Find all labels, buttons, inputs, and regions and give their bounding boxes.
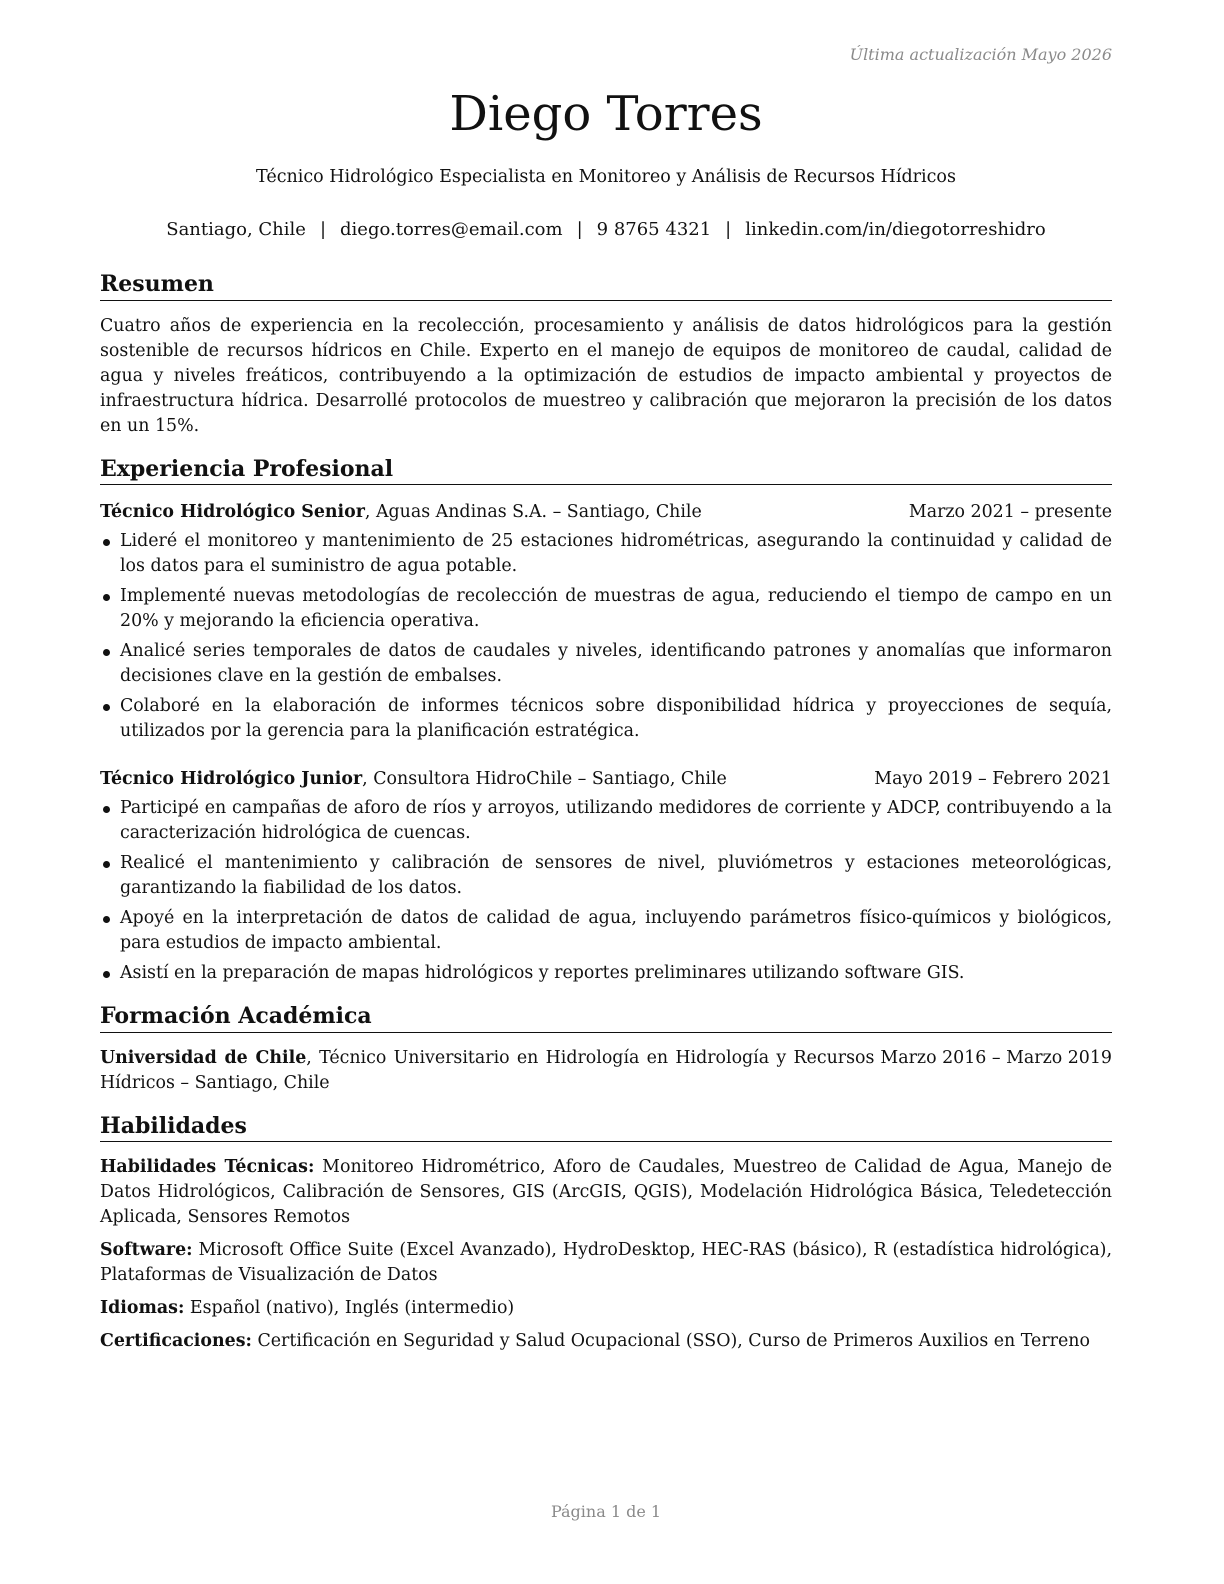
education-section xyxy=(100,1002,1112,1096)
contact-linkedin: linkedin.com/in/diegotorreshidro xyxy=(745,219,1046,240)
summary-text: Cuatro años de experiencia en la recolección, procesamiento y análisis de datos hidrológicos para la gestión sostenible de recursos hídricos en Chile. Experto en el manejo de equipos de monitoreo de caudal, calidad de agua y niveles freáticos, contribuyendo a la optimización de estudios de impacto ambiental y proyectos de infraestructura hídrica. Desarrollé protocolos de muestreo y calibración que mejoraron la precisión de los datos en un 15%. xyxy=(100,315,1112,436)
job-dates: Mayo 2019 – Febrero 2021 xyxy=(874,769,1112,790)
education-description xyxy=(100,1046,880,1096)
job-bullet-text: Participé en campañas de aforo de ríos y arroyos, utilizando medidores de corriente y ADCP, contribuyendo a la caracterización hidrológica de cuencas. xyxy=(120,798,1112,844)
contact-separator: | xyxy=(576,219,583,240)
job-bullet-text: Implementé nuevas metodologías de recolección de muestras de agua, reduciendo el tiempo de campo en un 20% y mejorando la eficiencia operativa. xyxy=(120,586,1112,632)
experience-section xyxy=(100,455,1112,987)
job-bullet-text: Analicé series temporales de datos de caudales y niveles, identificando patrones y anomalías que informaron decisiones clave en la gestión de embalses. xyxy=(120,641,1112,687)
resume-page xyxy=(100,0,1112,1584)
contact-phone: 9 8765 4321 xyxy=(596,219,712,240)
job-bullet-text: Colaboré en la elaboración de informes técnicos sobre disponibilidad hídrica y proyecciones de sequía, utilizados por la gerencia para la planificación estratégica. xyxy=(120,696,1112,742)
contact-email: diego.torres@email.com xyxy=(340,219,563,240)
education-institution: Universidad de Chile xyxy=(100,1047,307,1068)
job-bullet xyxy=(100,796,1112,846)
bullet-icon xyxy=(103,861,110,868)
section-title-education: Formación Académica xyxy=(100,1002,1112,1033)
job-bullet-text: Realicé el mantenimiento y calibración de sensores de nivel, pluviómetros y estaciones meteorológicas, garantizando la fiabilidad de los datos. xyxy=(120,853,1112,899)
job-bullets xyxy=(100,529,1112,744)
job-role: Técnico Hidrológico Senior xyxy=(100,502,365,523)
bullet-icon xyxy=(103,594,110,601)
job-header xyxy=(100,500,1112,525)
bullet-icon xyxy=(103,806,110,813)
job-bullet xyxy=(100,529,1112,579)
skill-label: Software: xyxy=(100,1240,193,1261)
section-title-experience: Experiencia Profesional xyxy=(100,455,1112,486)
skill-label: Certificaciones: xyxy=(100,1331,252,1352)
skill-label: Habilidades Técnicas: xyxy=(100,1157,315,1178)
job-role: Técnico Hidrológico Junior xyxy=(100,769,363,790)
skill-row xyxy=(100,1329,1112,1354)
job-title-line xyxy=(100,500,702,525)
section-title-summary: Resumen xyxy=(100,270,1112,301)
education-details: , Técnico Universitario en Hidrología en Hidrología y Recursos Hídricos – Santiago, Chile xyxy=(100,1047,875,1093)
job-bullet xyxy=(100,584,1112,634)
bullet-icon xyxy=(103,539,110,546)
skill-value: Monitoreo Hidrométrico, Aforo de Caudales, Muestreo de Calidad de Agua, Manejo de Datos Hidrológicos, Calibración de Sensores, GIS (ArcGIS, QGIS), Modelación Hidrológica Básica, Teledetección Aplicada, Sensores Remotos xyxy=(100,1157,1112,1228)
job-company: , Consultora HidroChile – Santiago, Chile xyxy=(362,769,727,790)
bullet-icon xyxy=(103,704,110,711)
summary-section xyxy=(100,270,1112,439)
skill-row xyxy=(100,1296,1112,1321)
skill-label: Idiomas: xyxy=(100,1298,185,1319)
candidate-name: Diego Torres xyxy=(449,86,763,142)
education-dates: Marzo 2016 – Marzo 2019 xyxy=(880,1047,1112,1068)
page-number: Página 1 de 1 xyxy=(550,1502,662,1521)
job-bullet-text: Apoyé en la interpretación de datos de calidad de agua, incluyendo parámetros físico-químicos y biológicos, para estudios de impacto ambiental. xyxy=(120,908,1112,954)
bullet-icon xyxy=(103,971,110,978)
resume-body xyxy=(100,270,1112,1354)
job-bullet xyxy=(100,851,1112,901)
skill-value: Microsoft Office Suite (Excel Avanzado), HydroDesktop, HEC-RAS (básico), R (estadística hidrológica), Plataformas de Visualización de Datos xyxy=(100,1240,1112,1286)
contact-separator: | xyxy=(319,219,327,240)
skill-row xyxy=(100,1238,1112,1288)
skill-row xyxy=(100,1155,1112,1230)
section-title-skills: Habilidades xyxy=(100,1112,1112,1143)
bullet-icon xyxy=(103,649,110,656)
education-entry xyxy=(100,1046,1112,1096)
job-header xyxy=(100,767,1112,792)
contact-location: Santiago, Chile xyxy=(166,219,306,240)
job-company: , Aguas Andinas S.A. – Santiago, Chile xyxy=(364,502,702,523)
job-bullet xyxy=(100,694,1112,744)
contact-line xyxy=(100,219,1112,240)
last-updated: Última actualización Mayo 2026 xyxy=(849,45,1112,64)
job-bullet-text: Lideré el monitoreo y mantenimiento de 25 estaciones hidrométricas, asegurando la continuidad y calidad de los datos para el suministro de agua potable. xyxy=(120,531,1112,577)
job-bullet xyxy=(100,961,1112,986)
job-bullet-text: Asistí en la preparación de mapas hidrológicos y reportes preliminares utilizando software GIS. xyxy=(120,963,965,984)
job-dates: Marzo 2021 – presente xyxy=(908,502,1112,523)
skill-value: Certificación en Seguridad y Salud Ocupacional (SSO), Curso de Primeros Auxilios en Terreno xyxy=(251,1331,1090,1352)
skills-section xyxy=(100,1112,1112,1355)
contact-separator: | xyxy=(725,219,732,240)
job-bullets xyxy=(100,796,1112,986)
tagline: Técnico Hidrológico Especialista en Monitoreo y Análisis de Recursos Hídricos xyxy=(256,167,956,187)
bullet-icon xyxy=(103,916,110,923)
job-bullet xyxy=(100,906,1112,956)
job-bullet xyxy=(100,639,1112,689)
job-title-line xyxy=(100,767,727,792)
skill-value: Español (nativo), Inglés (intermedio) xyxy=(184,1298,515,1319)
